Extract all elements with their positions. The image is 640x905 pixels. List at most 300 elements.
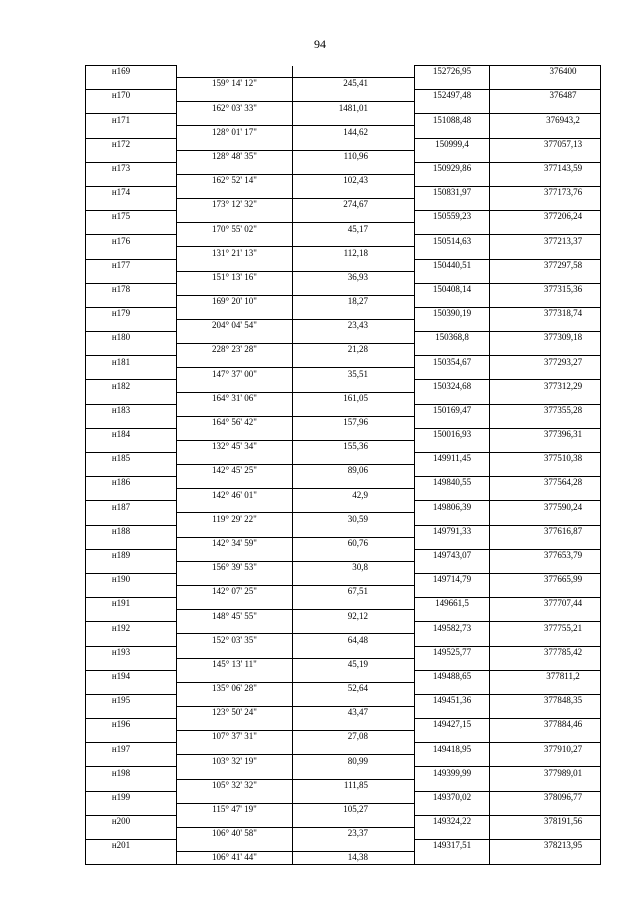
direction-angle-cell: 151° 13' 16": [177, 271, 293, 283]
empty-cell: [293, 573, 415, 585]
segment-row: [86, 731, 601, 743]
empty-cell: [490, 586, 601, 598]
empty-cell: [490, 465, 601, 477]
y-coordinate-cell: 377785,42: [490, 646, 601, 658]
empty-cell: [415, 706, 490, 718]
empty-cell: [177, 840, 293, 852]
x-coordinate-cell: 149488,65: [415, 670, 490, 682]
empty-cell: [177, 622, 293, 634]
segment-row: [86, 852, 601, 865]
empty-cell: [293, 840, 415, 852]
y-coordinate-cell: 377309,18: [490, 332, 601, 344]
distance-cell: 102,43: [293, 174, 415, 186]
x-coordinate-cell: 149317,51: [415, 840, 490, 852]
empty-cell: [490, 78, 601, 90]
x-coordinate-cell: 149451,36: [415, 694, 490, 706]
distance-cell: 67,51: [293, 586, 415, 598]
point-name-cell: н200: [86, 815, 177, 827]
distance-cell: 80,99: [293, 755, 415, 767]
point-name-cell: н175: [86, 211, 177, 223]
segment-row: [86, 78, 601, 90]
segment-row: [86, 102, 601, 114]
empty-cell: [86, 561, 177, 573]
empty-cell: [177, 428, 293, 440]
empty-cell: [490, 489, 601, 501]
distance-cell: 30,59: [293, 513, 415, 525]
empty-cell: [415, 102, 490, 114]
empty-cell: [177, 767, 293, 779]
point-row: [86, 549, 601, 561]
y-coordinate-cell: 377143,59: [490, 162, 601, 174]
x-coordinate-cell: 149791,33: [415, 525, 490, 537]
point-row: [86, 90, 601, 102]
empty-cell: [490, 392, 601, 404]
distance-cell: 245,41: [293, 78, 415, 90]
empty-cell: [177, 453, 293, 465]
direction-angle-cell: 228° 23' 28": [177, 344, 293, 356]
empty-cell: [86, 682, 177, 694]
distance-cell: 89,06: [293, 465, 415, 477]
empty-cell: [490, 561, 601, 573]
segment-row: [86, 489, 601, 501]
empty-cell: [490, 852, 601, 865]
empty-cell: [177, 525, 293, 537]
x-coordinate-cell: 150408,14: [415, 283, 490, 295]
distance-cell: 92,12: [293, 610, 415, 622]
point-name-cell: н182: [86, 380, 177, 392]
distance-cell: 18,27: [293, 295, 415, 307]
empty-cell: [293, 453, 415, 465]
empty-cell: [293, 525, 415, 537]
empty-cell: [490, 247, 601, 259]
x-coordinate-cell: 149840,55: [415, 477, 490, 489]
point-name-cell: н198: [86, 767, 177, 779]
segment-row: [86, 344, 601, 356]
distance-cell: 274,67: [293, 199, 415, 211]
empty-cell: [415, 755, 490, 767]
distance-cell: 35,51: [293, 368, 415, 380]
x-coordinate-cell: 150016,93: [415, 428, 490, 440]
segment-row: [86, 392, 601, 404]
empty-cell: [415, 126, 490, 138]
empty-cell: [177, 307, 293, 319]
point-name-cell: н169: [86, 66, 177, 78]
point-row: [86, 598, 601, 610]
y-coordinate-cell: 377910,27: [490, 743, 601, 755]
direction-angle-cell: 115° 47' 19": [177, 803, 293, 815]
empty-cell: [415, 344, 490, 356]
empty-cell: [177, 501, 293, 513]
empty-cell: [86, 537, 177, 549]
direction-angle-cell: 148° 45' 55": [177, 610, 293, 622]
distance-cell: 110,96: [293, 150, 415, 162]
empty-cell: [86, 416, 177, 428]
empty-cell: [293, 694, 415, 706]
empty-cell: [293, 791, 415, 803]
empty-cell: [415, 489, 490, 501]
empty-cell: [415, 199, 490, 211]
point-name-cell: н170: [86, 90, 177, 102]
empty-cell: [86, 803, 177, 815]
empty-cell: [415, 827, 490, 839]
empty-cell: [490, 223, 601, 235]
segment-row: [86, 126, 601, 138]
empty-cell: [415, 779, 490, 791]
y-coordinate-cell: 377616,87: [490, 525, 601, 537]
empty-cell: [86, 126, 177, 138]
empty-cell: [86, 150, 177, 162]
empty-cell: [415, 78, 490, 90]
empty-cell: [490, 102, 601, 114]
y-coordinate-cell: 378096,77: [490, 791, 601, 803]
empty-cell: [177, 477, 293, 489]
point-name-cell: н173: [86, 162, 177, 174]
empty-cell: [293, 767, 415, 779]
segment-row: [86, 634, 601, 646]
empty-cell: [177, 211, 293, 223]
empty-cell: [490, 368, 601, 380]
empty-cell: [177, 743, 293, 755]
segment-row: [86, 223, 601, 235]
x-coordinate-cell: 150390,19: [415, 307, 490, 319]
empty-cell: [86, 852, 177, 865]
point-name-cell: н171: [86, 114, 177, 126]
empty-cell: [490, 126, 601, 138]
empty-cell: [490, 658, 601, 670]
empty-cell: [415, 852, 490, 865]
point-row: [86, 356, 601, 368]
distance-cell: 157,96: [293, 416, 415, 428]
empty-cell: [293, 646, 415, 658]
empty-cell: [293, 332, 415, 344]
segment-row: [86, 174, 601, 186]
empty-cell: [490, 634, 601, 646]
y-coordinate-cell: 377396,31: [490, 428, 601, 440]
distance-cell: 111,85: [293, 779, 415, 791]
point-name-cell: н195: [86, 694, 177, 706]
empty-cell: [415, 586, 490, 598]
distance-cell: 30,8: [293, 561, 415, 573]
empty-cell: [177, 380, 293, 392]
segment-row: [86, 465, 601, 477]
y-coordinate-cell: 377811,2: [490, 670, 601, 682]
direction-angle-cell: 131° 21' 13": [177, 247, 293, 259]
empty-cell: [293, 307, 415, 319]
y-coordinate-cell: 377707,44: [490, 598, 601, 610]
y-coordinate-cell: 377293,27: [490, 356, 601, 368]
x-coordinate-cell: 150324,68: [415, 380, 490, 392]
point-name-cell: н177: [86, 259, 177, 271]
empty-cell: [415, 561, 490, 573]
direction-angle-cell: 128° 48' 35": [177, 150, 293, 162]
x-coordinate-cell: 150929,86: [415, 162, 490, 174]
direction-angle-cell: 142° 34' 59": [177, 537, 293, 549]
empty-cell: [177, 186, 293, 198]
empty-cell: [415, 610, 490, 622]
x-coordinate-cell: 150368,8: [415, 332, 490, 344]
direction-angle-cell: 152° 03' 35": [177, 634, 293, 646]
distance-cell: 60,76: [293, 537, 415, 549]
x-coordinate-cell: 149324,22: [415, 815, 490, 827]
direction-angle-cell: 105° 32' 32": [177, 779, 293, 791]
point-row: [86, 694, 601, 706]
x-coordinate-cell: 149911,45: [415, 453, 490, 465]
x-coordinate-cell: 149399,99: [415, 767, 490, 779]
empty-cell: [86, 368, 177, 380]
empty-cell: [415, 368, 490, 380]
point-name-cell: н197: [86, 743, 177, 755]
point-row: [86, 307, 601, 319]
direction-angle-cell: 156° 39' 53": [177, 561, 293, 573]
empty-cell: [86, 295, 177, 307]
y-coordinate-cell: 377989,01: [490, 767, 601, 779]
direction-angle-cell: 128° 01' 17": [177, 126, 293, 138]
point-name-cell: н181: [86, 356, 177, 368]
empty-cell: [177, 573, 293, 585]
empty-cell: [177, 791, 293, 803]
empty-cell: [415, 513, 490, 525]
segment-row: [86, 682, 601, 694]
x-coordinate-cell: 149582,73: [415, 622, 490, 634]
x-coordinate-cell: 150440,51: [415, 259, 490, 271]
segment-row: [86, 271, 601, 283]
x-coordinate-cell: 149525,77: [415, 646, 490, 658]
empty-cell: [177, 66, 293, 78]
direction-angle-cell: 169° 20' 10": [177, 295, 293, 307]
empty-cell: [177, 694, 293, 706]
point-name-cell: н179: [86, 307, 177, 319]
x-coordinate-cell: 149743,07: [415, 549, 490, 561]
empty-cell: [293, 380, 415, 392]
y-coordinate-cell: 377318,74: [490, 307, 601, 319]
y-coordinate-cell: 377848,35: [490, 694, 601, 706]
empty-cell: [86, 634, 177, 646]
direction-angle-cell: 132° 45' 34": [177, 440, 293, 452]
point-row: [86, 525, 601, 537]
point-name-cell: н193: [86, 646, 177, 658]
direction-angle-cell: 106° 40' 58": [177, 827, 293, 839]
segment-row: [86, 247, 601, 259]
segment-row: [86, 295, 601, 307]
direction-angle-cell: 164° 31' 06": [177, 392, 293, 404]
point-name-cell: н184: [86, 428, 177, 440]
empty-cell: [293, 211, 415, 223]
point-name-cell: н183: [86, 404, 177, 416]
x-coordinate-cell: 150354,67: [415, 356, 490, 368]
point-row: [86, 791, 601, 803]
distance-cell: 21,28: [293, 344, 415, 356]
empty-cell: [86, 174, 177, 186]
direction-angle-cell: 119° 29' 22": [177, 513, 293, 525]
direction-angle-cell: 162° 52' 14": [177, 174, 293, 186]
distance-cell: 144,62: [293, 126, 415, 138]
segment-row: [86, 537, 601, 549]
empty-cell: [415, 150, 490, 162]
empty-cell: [86, 827, 177, 839]
x-coordinate-cell: 150831,97: [415, 186, 490, 198]
segment-row: [86, 368, 601, 380]
direction-angle-cell: 173° 12' 32": [177, 199, 293, 211]
empty-cell: [293, 428, 415, 440]
segment-row: [86, 803, 601, 815]
empty-cell: [490, 731, 601, 743]
y-coordinate-cell: 377653,79: [490, 549, 601, 561]
segment-row: [86, 319, 601, 331]
distance-cell: 27,08: [293, 731, 415, 743]
empty-cell: [177, 356, 293, 368]
empty-cell: [293, 598, 415, 610]
empty-cell: [86, 78, 177, 90]
empty-cell: [415, 682, 490, 694]
empty-cell: [293, 670, 415, 682]
empty-cell: [86, 586, 177, 598]
point-row: [86, 211, 601, 223]
empty-cell: [293, 719, 415, 731]
point-row: [86, 162, 601, 174]
page-number: 94: [314, 37, 326, 51]
y-coordinate-cell: 377564,28: [490, 477, 601, 489]
empty-cell: [415, 174, 490, 186]
point-row: [86, 840, 601, 852]
direction-angle-cell: 147° 37' 00": [177, 368, 293, 380]
distance-cell: 1481,01: [293, 102, 415, 114]
point-row: [86, 283, 601, 295]
point-name-cell: н196: [86, 719, 177, 731]
direction-angle-cell: 103° 32' 19": [177, 755, 293, 767]
empty-cell: [490, 682, 601, 694]
point-row: [86, 767, 601, 779]
point-name-cell: н172: [86, 138, 177, 150]
empty-cell: [86, 344, 177, 356]
point-row: [86, 501, 601, 513]
distance-cell: 52,64: [293, 682, 415, 694]
empty-cell: [86, 610, 177, 622]
y-coordinate-cell: 377884,46: [490, 719, 601, 731]
coordinates-table-body: [86, 66, 601, 865]
empty-cell: [293, 477, 415, 489]
point-name-cell: н180: [86, 332, 177, 344]
distance-cell: 45,19: [293, 658, 415, 670]
empty-cell: [177, 283, 293, 295]
point-row: [86, 66, 601, 78]
empty-cell: [490, 827, 601, 839]
x-coordinate-cell: 149806,39: [415, 501, 490, 513]
point-row: [86, 622, 601, 634]
point-row: [86, 573, 601, 585]
y-coordinate-cell: 378213,95: [490, 840, 601, 852]
segment-row: [86, 561, 601, 573]
empty-cell: [86, 199, 177, 211]
empty-cell: [86, 440, 177, 452]
empty-cell: [415, 392, 490, 404]
y-coordinate-cell: 377355,28: [490, 404, 601, 416]
empty-cell: [86, 513, 177, 525]
x-coordinate-cell: 151088,48: [415, 114, 490, 126]
point-row: [86, 259, 601, 271]
point-row: [86, 332, 601, 344]
point-name-cell: н191: [86, 598, 177, 610]
direction-angle-cell: 170° 55' 02": [177, 223, 293, 235]
empty-cell: [86, 271, 177, 283]
x-coordinate-cell: 150559,23: [415, 211, 490, 223]
y-coordinate-cell: 377173,76: [490, 186, 601, 198]
distance-cell: 23,37: [293, 827, 415, 839]
point-row: [86, 235, 601, 247]
empty-cell: [293, 743, 415, 755]
empty-cell: [293, 501, 415, 513]
x-coordinate-cell: 149370,02: [415, 791, 490, 803]
empty-cell: [86, 465, 177, 477]
point-name-cell: н192: [86, 622, 177, 634]
distance-cell: 23,43: [293, 319, 415, 331]
empty-cell: [177, 114, 293, 126]
empty-cell: [293, 549, 415, 561]
y-coordinate-cell: 377312,29: [490, 380, 601, 392]
distance-cell: 42,9: [293, 489, 415, 501]
empty-cell: [293, 815, 415, 827]
y-coordinate-cell: 377755,21: [490, 622, 601, 634]
empty-cell: [177, 138, 293, 150]
empty-cell: [177, 670, 293, 682]
empty-cell: [490, 295, 601, 307]
empty-cell: [177, 235, 293, 247]
empty-cell: [86, 223, 177, 235]
point-row: [86, 404, 601, 416]
empty-cell: [177, 404, 293, 416]
empty-cell: [293, 259, 415, 271]
coordinates-table: [85, 65, 601, 865]
empty-cell: [177, 719, 293, 731]
empty-cell: [86, 779, 177, 791]
empty-cell: [490, 319, 601, 331]
empty-cell: [86, 392, 177, 404]
segment-row: [86, 755, 601, 767]
empty-cell: [86, 489, 177, 501]
point-name-cell: н189: [86, 549, 177, 561]
empty-cell: [415, 803, 490, 815]
point-row: [86, 477, 601, 489]
segment-row: [86, 416, 601, 428]
point-name-cell: н176: [86, 235, 177, 247]
empty-cell: [177, 598, 293, 610]
empty-cell: [415, 465, 490, 477]
direction-angle-cell: 142° 45' 25": [177, 465, 293, 477]
x-coordinate-cell: 149427,15: [415, 719, 490, 731]
empty-cell: [293, 235, 415, 247]
empty-cell: [415, 319, 490, 331]
empty-cell: [293, 283, 415, 295]
empty-cell: [415, 658, 490, 670]
point-name-cell: н194: [86, 670, 177, 682]
point-name-cell: н187: [86, 501, 177, 513]
empty-cell: [490, 706, 601, 718]
empty-cell: [293, 404, 415, 416]
empty-cell: [415, 440, 490, 452]
empty-cell: [177, 646, 293, 658]
empty-cell: [293, 114, 415, 126]
x-coordinate-cell: 152726,95: [415, 66, 490, 78]
empty-cell: [293, 162, 415, 174]
point-row: [86, 646, 601, 658]
y-coordinate-cell: 377213,37: [490, 235, 601, 247]
y-coordinate-cell: 376487: [490, 90, 601, 102]
empty-cell: [293, 66, 415, 78]
empty-cell: [490, 755, 601, 767]
empty-cell: [490, 537, 601, 549]
x-coordinate-cell: 150999,4: [415, 138, 490, 150]
point-name-cell: н188: [86, 525, 177, 537]
empty-cell: [490, 416, 601, 428]
